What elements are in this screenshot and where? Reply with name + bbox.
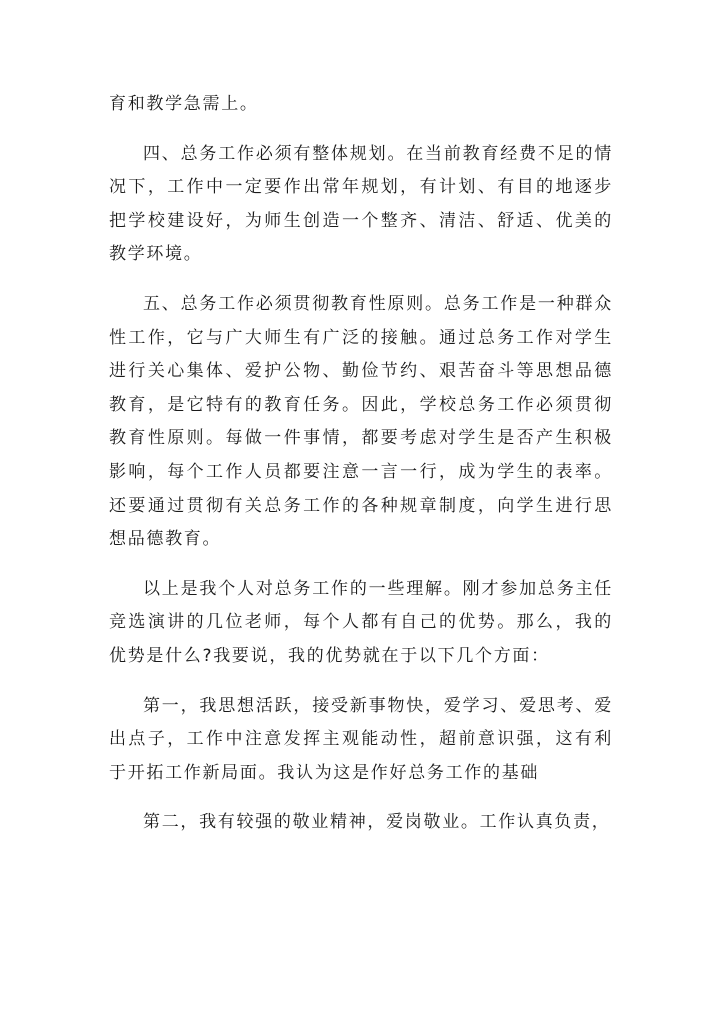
paragraph-advantage-first: 第一，我思想活跃，接受新事物快，爱学习、爱思考、爱出点子，工作中注意发挥主观能动性，超前意识强，这有利于开拓工作新局面。我认为这是作好总务工作的基础	[109, 695, 613, 783]
paragraph-continuation: 育和教学急需上。	[109, 94, 259, 114]
paragraph-overall-planning: 四、总务工作必须有整体规划。在当前教育经费不足的情况下，工作中一定要作出常年规划，有计划、有目的地逐步把学校建设好，为师生创造一个整齐、清洁、舒适、优美的教学环境。	[109, 143, 613, 265]
paragraph-personal-understanding: 以上是我个人对总务工作的一些理解。刚才参加总务主任竞选演讲的几位老师，每个人都有自己的优势。那么，我的优势是什么?我要说，我的优势就在于以下几个方面：	[109, 578, 613, 666]
document-body	[109, 88, 613, 856]
paragraph-advantage-second: 第二，我有较强的敬业精神，爱岗敬业。工作认真负责，	[143, 812, 611, 833]
paragraph-educational-principle: 五、总务工作必须贯彻教育性原则。总务工作是一种群众性工作，它与广大师生有广泛的接触。通过总务工作对学生进行关心集体、爱护公物、勤俭节约、艰苦奋斗等思想品德教育，是它特有的教育任务。因此，学校总务工作必须贯彻教育性原则。每做一件事情，都要考虑对学生是否产生积极影响，每个工作人员都要注意一言一行，成为学生的表率。还要通过贯彻有关总务工作的各种规章制度，向学生进行思想品德教育。	[109, 293, 613, 550]
